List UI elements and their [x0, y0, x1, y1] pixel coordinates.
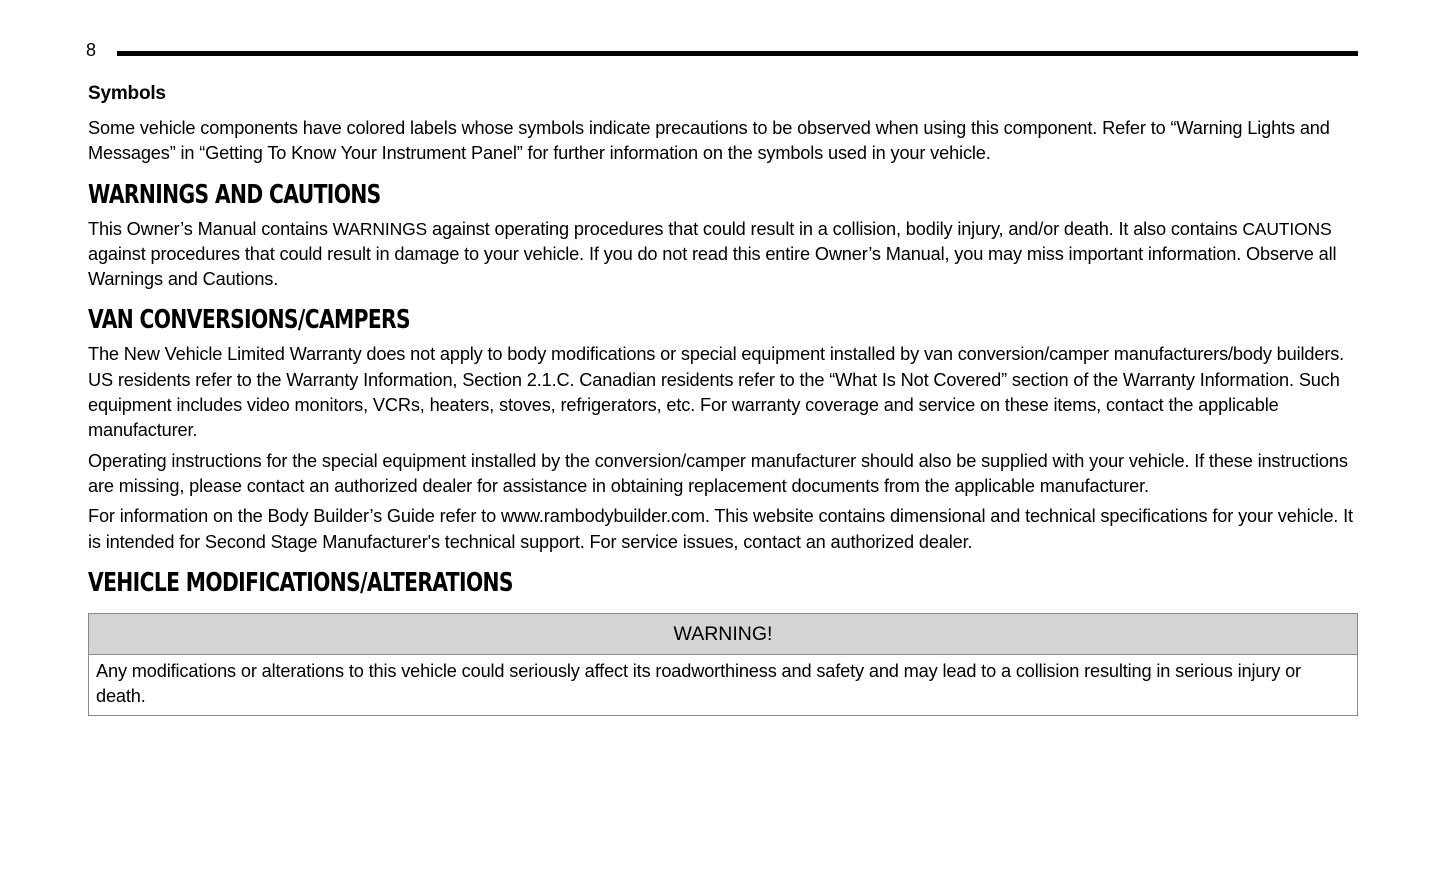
cautions-keyword: CAUTIONS [1242, 218, 1332, 239]
van-conversions-heading: VAN CONVERSIONS/CAMPERS [88, 305, 411, 336]
symbols-paragraph: Some vehicle components have colored labels whose symbols indicate precautions to be observed when using this component. Refer to “Warning Lights and Messages” in “Getting To Know Your Instrument Panel” for further information on the symbols used in your vehicle. [88, 118, 1330, 164]
warnings-cautions-section [88, 177, 1358, 293]
warnings-cautions-paragraph [88, 217, 1358, 293]
header-rule [117, 51, 1358, 56]
page-header [86, 38, 1358, 62]
van-conversions-paragraph-1: The New Vehicle Limited Warranty does not apply to body modifications or special equipment installed by van conversion/camper manufacturers/body builders. US residents refer to the Warranty Information, Section 2.1.C. Canadian residents refer to the “What Is Not Covered” section of the Warranty Information. Such equipment includes video monitors, VCRs, heaters, stoves, refrigerators, etc. For warranty coverage and service on these items, contact the applicable manufacturer. [88, 344, 1345, 441]
warning-box [88, 613, 1358, 717]
page-content [88, 82, 1358, 716]
van-conversions-paragraph-2: Operating instructions for the special equipment installed by the conversion/camper manufacturer should also be supplied with your vehicle. If these instructions are missing, please contact an authorized dealer for assistance in obtaining replacement documents from the applicable manufacturer. [88, 450, 1348, 496]
warnings-text-1: This Owner’s Manual contains [88, 218, 333, 239]
vehicle-modifications-heading: VEHICLE MODIFICATIONS/ALTERATIONS [88, 567, 513, 598]
vehicle-modifications-section [88, 565, 1358, 717]
symbols-heading: Symbols [88, 83, 166, 104]
warnings-text-2: against operating procedures that could result in a collision, bodily injury, and/or death. It also contains [427, 218, 1243, 239]
van-conversions-section [88, 302, 1358, 554]
warnings-text-3: against procedures that could result in damage to your vehicle. If you do not read this entire Owner’s Manual, you may miss important information. Observe all Warnings and Cautions. [88, 243, 1337, 290]
warnings-cautions-heading: WARNINGS AND CAUTIONS [88, 179, 381, 210]
warning-body: Any modifications or alterations to this vehicle could seriously affect its roadworthiness and safety and may lead to a collision resulting in serious injury or death. [96, 660, 1301, 707]
page-number: 8 [86, 40, 97, 60]
warning-title: WARNING! [89, 614, 1357, 655]
van-conversions-paragraph-3: For information on the Body Builder’s Guide refer to www.rambodybuilder.com. This website contains dimensional and technical specifications for your vehicle. It is intended for Second Stage Manufacturer's technical support. For service issues, contact an authorized dealer. [88, 506, 1353, 552]
symbols-section [88, 82, 1358, 167]
warnings-keyword: WARNINGS [332, 218, 428, 239]
